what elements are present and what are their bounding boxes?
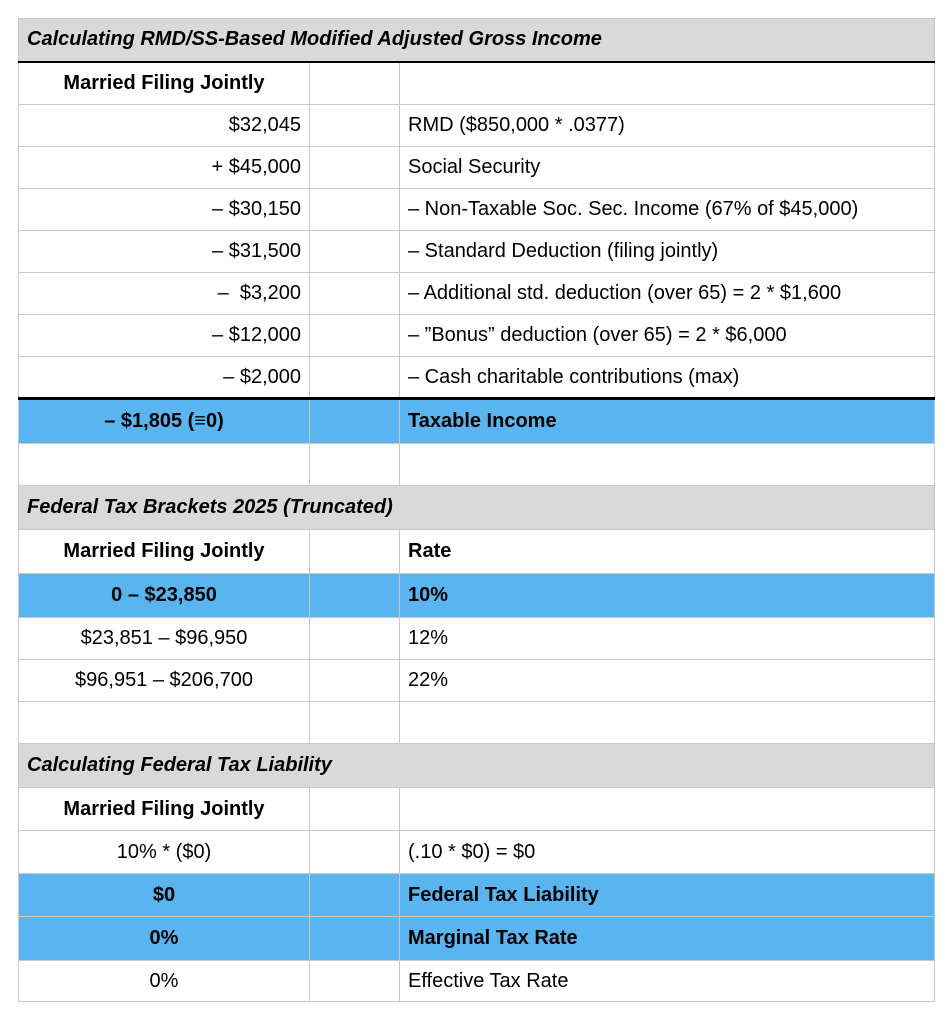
description-cell: Social Security bbox=[400, 147, 935, 189]
table-row bbox=[19, 315, 935, 357]
column-header-row bbox=[19, 62, 935, 105]
section-title: Federal Tax Brackets 2025 (Truncated) bbox=[19, 486, 935, 530]
amount-cell: – $12,000 bbox=[19, 315, 310, 357]
bracket-row-highlighted bbox=[19, 574, 935, 618]
description-cell: – ”Bonus” deduction (over 65) = 2 * $6,000 bbox=[400, 315, 935, 357]
effective-rate-row bbox=[19, 961, 935, 1002]
bracket-range: 0 – $23,850 bbox=[19, 574, 310, 618]
column-header-row bbox=[19, 530, 935, 574]
description-cell: – Cash charitable contributions (max) bbox=[400, 357, 935, 399]
amount-cell: – $3,200 bbox=[19, 273, 310, 315]
amount-cell: + $45,000 bbox=[19, 147, 310, 189]
bracket-rate: 22% bbox=[400, 660, 935, 702]
marginal-rate-row bbox=[19, 917, 935, 961]
table-row bbox=[19, 189, 935, 231]
column-header: Married Filing Jointly bbox=[19, 788, 310, 831]
liability-label: Federal Tax Liability bbox=[400, 874, 935, 917]
bracket-rate: 10% bbox=[400, 574, 935, 618]
description-cell: – Non-Taxable Soc. Sec. Income (67% of $45,000) bbox=[400, 189, 935, 231]
section-header bbox=[19, 744, 935, 788]
taxable-income-label: Taxable Income bbox=[400, 399, 935, 444]
amount-cell: – $31,500 bbox=[19, 231, 310, 273]
bracket-range: $23,851 – $96,950 bbox=[19, 618, 310, 660]
column-header: Married Filing Jointly bbox=[19, 62, 310, 105]
bracket-range: $96,951 – $206,700 bbox=[19, 660, 310, 702]
amount-cell: – $30,150 bbox=[19, 189, 310, 231]
calculation-row bbox=[19, 831, 935, 874]
table-row bbox=[19, 147, 935, 189]
taxable-income-row bbox=[19, 399, 935, 444]
table-row bbox=[19, 105, 935, 147]
column-header: Married Filing Jointly bbox=[19, 530, 310, 574]
effective-rate-label: Effective Tax Rate bbox=[400, 961, 935, 1002]
liability-row bbox=[19, 874, 935, 917]
tax-table bbox=[18, 18, 935, 1002]
bracket-row bbox=[19, 660, 935, 702]
table-row bbox=[19, 273, 935, 315]
table-row bbox=[19, 231, 935, 273]
section-header bbox=[19, 19, 935, 62]
calculation-left: 10% * ($0) bbox=[19, 831, 310, 874]
table-row bbox=[19, 357, 935, 399]
marginal-rate-label: Marginal Tax Rate bbox=[400, 917, 935, 961]
liability-value: $0 bbox=[19, 874, 310, 917]
bracket-row bbox=[19, 618, 935, 660]
section-title: Calculating Federal Tax Liability bbox=[19, 744, 935, 788]
calculation-right: (.10 * $0) = $0 bbox=[400, 831, 935, 874]
marginal-rate-value: 0% bbox=[19, 917, 310, 961]
column-header-row bbox=[19, 788, 935, 831]
empty-row bbox=[19, 444, 935, 486]
section-header bbox=[19, 486, 935, 530]
description-cell: – Standard Deduction (filing jointly) bbox=[400, 231, 935, 273]
bracket-rate: 12% bbox=[400, 618, 935, 660]
section-title: Calculating RMD/SS-Based Modified Adjusted Gross Income bbox=[19, 19, 935, 62]
column-header: Rate bbox=[400, 530, 935, 574]
taxable-income-value: – $1,805 (≡0) bbox=[19, 399, 310, 444]
amount-cell: – $2,000 bbox=[19, 357, 310, 399]
amount-cell: $32,045 bbox=[19, 105, 310, 147]
empty-row bbox=[19, 702, 935, 744]
effective-rate-value: 0% bbox=[19, 961, 310, 1002]
description-cell: – Additional std. deduction (over 65) = 2 * $1,600 bbox=[400, 273, 935, 315]
description-cell: RMD ($850,000 * .0377) bbox=[400, 105, 935, 147]
